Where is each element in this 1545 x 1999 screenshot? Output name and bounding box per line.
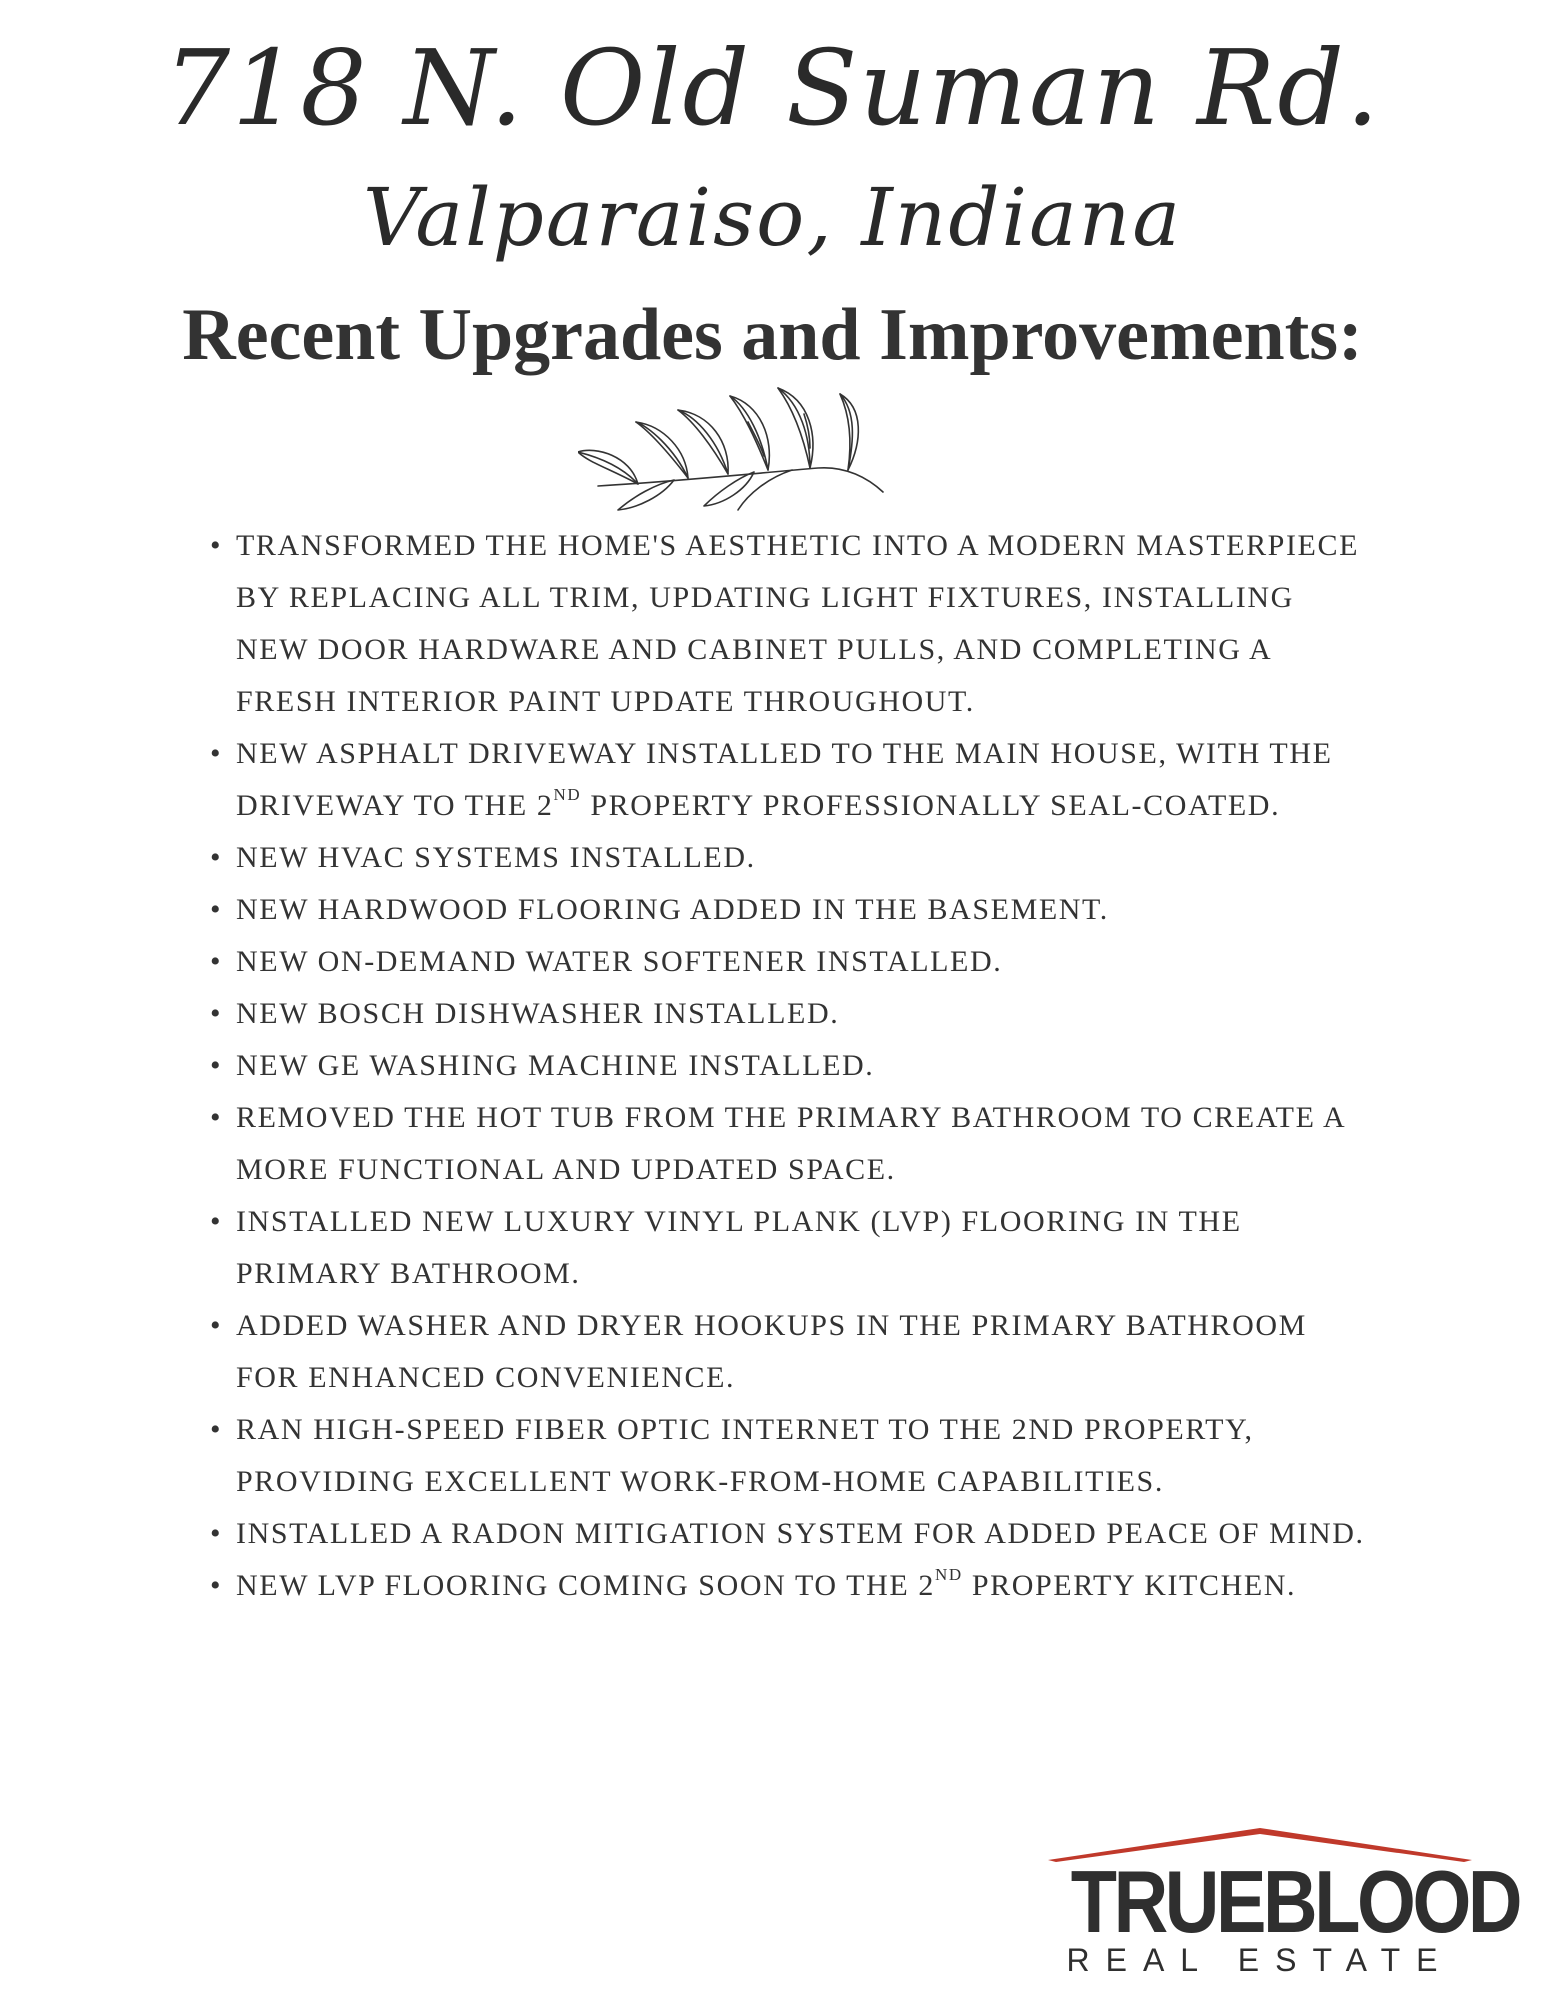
bullet-icon: • [210, 893, 223, 926]
list-item: • INSTALLED NEW LUXURY VINYL PLANK (LVP) FLOORING IN THE PRIMARY BATHROOM. [236, 1196, 1366, 1300]
list-item: • NEW ASPHALT DRIVEWAY INSTALLED TO THE MAIN HOUSE, WITH THE DRIVEWAY TO THE 2ND PROPERTY PROFESSIONALLY SEAL-COATED. [236, 728, 1366, 832]
upgrades-list [210, 520, 1366, 1612]
leaf-branch-icon [578, 382, 898, 522]
list-item: • NEW GE WASHING MACHINE INSTALLED. [236, 1040, 1366, 1092]
list-item: • REMOVED THE HOT TUB FROM THE PRIMARY BATHROOM TO CREATE A MORE FUNCTIONAL AND UPDATED SPACE. [236, 1092, 1366, 1196]
ordinal-suffix: ND [934, 1565, 963, 1584]
list-item: • NEW LVP FLOORING COMING SOON TO THE 2ND PROPERTY KITCHEN. [236, 1560, 1366, 1612]
bullet-icon: • [210, 1309, 223, 1342]
city-state: Valparaiso, Indiana [362, 171, 1183, 264]
ordinal-suffix: ND [553, 785, 582, 804]
bullet-icon: • [210, 1205, 223, 1238]
bullet-icon: • [210, 1517, 223, 1550]
bullet-icon: • [210, 1101, 223, 1134]
list-item: • RAN HIGH-SPEED FIBER OPTIC INTERNET TO THE 2ND PROPERTY, PROVIDING EXCELLENT WORK-FROM-HOME CAPABILITIES. [236, 1404, 1366, 1508]
bullet-icon: • [210, 945, 223, 978]
list-item: • INSTALLED A RADON MITIGATION SYSTEM FOR ADDED PEACE OF MIND. [236, 1508, 1366, 1560]
list-item: • NEW HVAC SYSTEMS INSTALLED. [236, 832, 1366, 884]
trueblood-logo [1040, 1818, 1520, 1978]
street-address: 718 N. Old Suman Rd. [163, 27, 1381, 149]
bullet-icon: • [210, 1049, 223, 1082]
bullet-icon: • [210, 737, 223, 770]
section-heading: Recent Upgrades and Improvements: [182, 294, 1363, 376]
bullet-icon: • [210, 997, 223, 1030]
bullet-icon: • [210, 841, 223, 874]
list-item: • ADDED WASHER AND DRYER HOOKUPS IN THE PRIMARY BATHROOM FOR ENHANCED CONVENIENCE. [236, 1300, 1366, 1404]
bullet-icon: • [210, 1569, 223, 1602]
logo-name: TRUEBLOOD [1070, 1852, 1520, 1951]
list-item: • NEW ON-DEMAND WATER SOFTENER INSTALLED. [236, 936, 1366, 988]
bullet-icon: • [210, 529, 223, 562]
bullet-icon: • [210, 1413, 223, 1446]
list-item: • NEW BOSCH DISHWASHER INSTALLED. [236, 988, 1366, 1040]
logo-subtitle: REAL ESTATE [1066, 1942, 1454, 1978]
list-item: • TRANSFORMED THE HOME'S AESTHETIC INTO A MODERN MASTERPIECE BY REPLACING ALL TRIM, UPDATING LIGHT FIXTURES, INSTALLING NEW DOOR HARDWARE AND CABINET PULLS, AND COMPLETING A FRESH INTERIOR PAINT UPDATE THROUGHOUT. [236, 520, 1366, 728]
list-item: • NEW HARDWOOD FLOORING ADDED IN THE BASEMENT. [236, 884, 1366, 936]
